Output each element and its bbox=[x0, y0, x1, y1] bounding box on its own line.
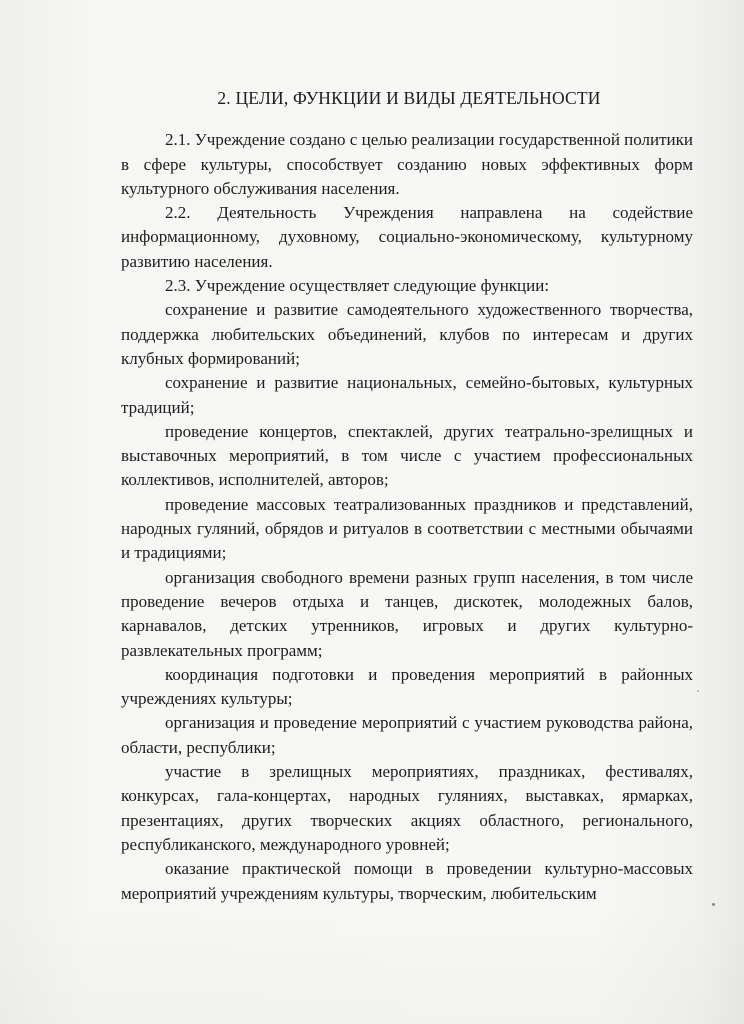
function-item: организация и проведение мероприятий с участием руководства района, области, республики; bbox=[121, 713, 693, 757]
document-body bbox=[121, 86, 693, 906]
function-item: организация свободного времени разных групп населения, в том числе проведение вечеров отдыха и танцев, дискотек, молодежных балов, карнавалов, детских утренников, игровых и других культурно-развлекательных программ; bbox=[121, 567, 693, 660]
scan-shadow-bottom bbox=[0, 904, 744, 1024]
paragraph-2-2: 2.2. Деятельность Учреждения направлена на содействие информационному, духовному, социально-экономическому, культурному развитию населения. bbox=[121, 203, 693, 271]
function-item: участие в зрелищных мероприятиях, праздниках, фестивалях, конкурсах, гала-концертах, народных гуляниях, выставках, ярмарках, презентациях, других творческих акциях областного, регионального, республиканского, международного уровней; bbox=[121, 762, 693, 854]
function-item: оказание практической помощи в проведении культурно-массовых мероприятий учреждениям культуры, творческим, любительским bbox=[121, 859, 693, 903]
paragraph-2-3: 2.3. Учреждение осуществляет следующие функции: bbox=[165, 276, 550, 296]
function-item: координация подготовки и проведения мероприятий в районных учреждениях культуры; bbox=[121, 664, 693, 709]
function-item: сохранение и развитие национальных, семейно-бытовых, культурных традиций; bbox=[121, 373, 693, 417]
function-item: проведение концертов, спектаклей, других театрально-зрелищных и выставочных мероприятий, в том числе с участием профессиональных коллективов, исполнителей, авторов; bbox=[121, 421, 693, 490]
scan-speck bbox=[697, 690, 699, 692]
section-title: 2. ЦЕЛИ, ФУНКЦИИ И ВИДЫ ДЕЯТЕЛЬНОСТИ bbox=[217, 88, 601, 108]
function-item: проведение массовых театрализованных праздников и представлений, народных гуляний, обрядов и ритуалов в соответствии с местными обычаями и традициями; bbox=[121, 494, 693, 563]
scan-shadow-right bbox=[698, 0, 744, 1024]
function-item: сохранение и развитие самодеятельного художественного творчества, поддержка любительских объединений, клубов по интересам и других клубных формирований; bbox=[121, 300, 693, 368]
paragraph-2-1: 2.1. Учреждение создано с целью реализации государственной политики в сфере культуры, способствует созданию новых эффективных форм культурного обслуживания населения. bbox=[121, 130, 694, 198]
scan-speck bbox=[712, 903, 715, 906]
